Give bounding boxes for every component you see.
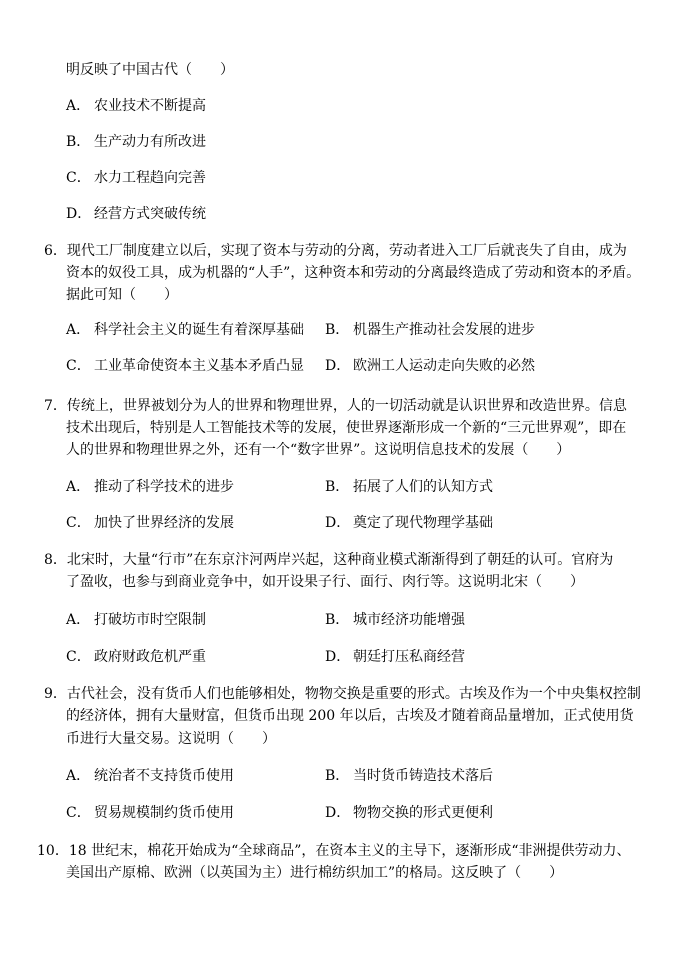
option-text: 加快了世界经济的发展 [94,515,234,531]
option-letter: D． [325,805,351,821]
q8-option-a[interactable] [66,610,206,630]
option-text: 奠定了现代物理学基础 [353,515,493,531]
q6-option-c[interactable] [66,356,304,376]
q7-option-b[interactable] [325,477,493,497]
q5-option-d[interactable] [66,204,206,224]
option-text: 推动了科学技术的进步 [94,479,234,495]
q10-stem-line-2: 美国出产原棉、欧洲（以英国为主）进行棉纺织加工”的格局。这反映了（ ） [66,865,564,881]
q6-stem-line-3: 据此可知（ ） [66,287,178,303]
q9-stem-line-2: 的经济体，拥有大量财富，但货币出现 200 年以后，古埃及才随着商品量增加，正式使用货 [66,708,634,724]
q7-stem-line-2: 技术出现后，特别是人工智能技术等的发展，使世界逐渐形成一个新的“三元世界观”，即在 [66,420,627,436]
option-letter: A． [66,322,91,338]
q10-stem-line-1: 10．18 世纪末，棉花开始成为“全球商品”，在资本主义的主导下，逐渐形成“非洲提供劳动力、 [37,843,631,859]
q8-stem-line-2: 了盈收，也参与到商业竞争中，如开设果子行、面行、肉行等。这说明北宋（ ） [66,574,584,590]
q5-option-b[interactable] [66,132,206,152]
option-text: 机器生产推动社会发展的进步 [353,322,535,338]
option-text: 农业技术不断提高 [94,98,206,114]
q5-option-a[interactable] [66,96,206,116]
option-letter: D． [325,358,351,374]
q9-option-d[interactable] [325,803,493,823]
q6-option-b[interactable] [325,320,535,340]
q7-option-a[interactable] [66,477,234,497]
option-letter: A． [66,98,91,114]
q9-stem-line-3: 币进行大量交易。这说明（ ） [66,731,276,747]
option-letter: D． [66,206,92,222]
option-letter: B． [325,479,350,495]
option-letter: A． [66,479,91,495]
option-text: 拓展了人们的认知方式 [353,479,493,495]
option-letter: C． [66,358,91,374]
option-text: 科学社会主义的诞生有着深厚基础 [94,322,304,338]
q6-option-d[interactable] [325,356,535,376]
option-letter: C． [66,170,91,186]
q5-option-c[interactable] [66,168,206,188]
q7-stem-line-1: 7．传统上，世界被划分为人的世界和物理世界，人的一切活动就是认识世界和改造世界。信息 [44,398,627,414]
option-text: 当时货币铸造技术落后 [353,768,493,784]
q9-option-c[interactable] [66,803,234,823]
q7-option-d[interactable] [325,513,493,533]
option-text: 统治者不支持货币使用 [94,768,234,784]
option-letter: B． [325,612,350,628]
option-letter: B． [325,768,350,784]
q5-stem-tail: 明反映了中国古代（ ） [66,62,234,78]
option-letter: C． [66,649,91,665]
q6-stem-line-1: 6．现代工厂制度建立以后，实现了资本与劳动的分离，劳动者进入工厂后就丧失了自由，成为 [44,243,627,259]
q8-option-b[interactable] [325,610,465,630]
option-text: 打破坊市时空限制 [94,612,206,628]
option-letter: B． [325,322,350,338]
option-letter: C． [66,515,91,531]
option-text: 物物交换的形式更便利 [353,805,493,821]
q9-option-b[interactable] [325,766,493,786]
option-letter: D． [325,515,351,531]
option-letter: D． [325,649,351,665]
q8-option-c[interactable] [66,647,206,667]
option-text: 工业革命使资本主义基本矛盾凸显 [94,358,304,374]
q9-option-a[interactable] [66,766,234,786]
q8-option-d[interactable] [325,647,465,667]
q6-option-a[interactable] [66,320,304,340]
q7-option-c[interactable] [66,513,234,533]
option-text: 贸易规模制约货币使用 [94,805,234,821]
option-text: 政府财政危机严重 [94,649,206,665]
option-letter: C． [66,805,91,821]
q9-stem-line-1: 9．古代社会，没有货币人们也能够相处，物物交换是重要的形式。古埃及作为一个中央集权控制 [44,686,641,702]
option-text: 朝廷打压私商经营 [353,649,465,665]
option-text: 水力工程趋向完善 [94,170,206,186]
q8-stem-line-1: 8．北宋时，大量“行市”在东京汴河两岸兴起，这种商业模式渐渐得到了朝廷的认可。官府为 [44,552,614,568]
option-text: 生产动力有所改进 [94,134,206,150]
option-text: 经营方式突破传统 [94,206,206,222]
option-text: 城市经济功能增强 [353,612,465,628]
q7-stem-line-3: 人的世界和物理世界之外，还有一个“数字世界”。这说明信息技术的发展（ ） [66,442,571,458]
option-text: 欧洲工人运动走向失败的必然 [353,358,535,374]
option-letter: A． [66,768,91,784]
option-letter: A． [66,612,91,628]
q6-stem-line-2: 资本的奴役工具，成为机器的“人手”，这种资本和劳动的分离最终造成了劳动和资本的矛盾。 [66,265,641,281]
option-letter: B． [66,134,91,150]
